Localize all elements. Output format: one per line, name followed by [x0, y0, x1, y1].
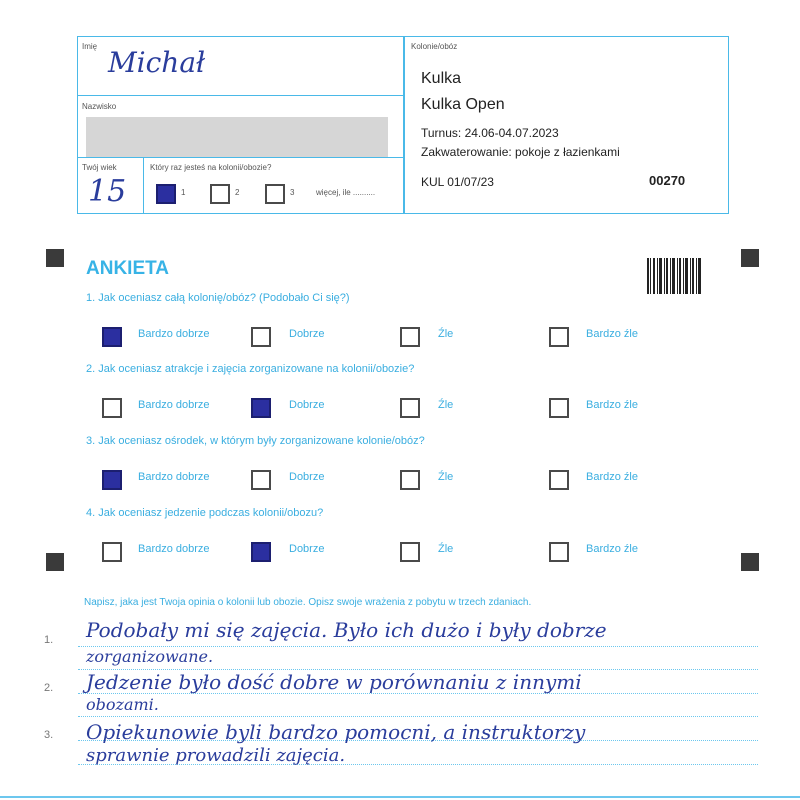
answer-label: Dobrze [289, 471, 325, 483]
age-label: Twój wiek [82, 163, 117, 172]
times-option-2: 2 [235, 188, 240, 197]
registration-marker [741, 553, 759, 571]
times-label: Który raz jesteś na kolonii/obozie? [150, 163, 272, 172]
answer-checkbox-q4-4[interactable] [549, 542, 569, 562]
times-checkbox-2[interactable] [210, 184, 230, 204]
answer-label: Bardzo dobrze [138, 471, 210, 483]
question-text: 4. Jak oceniasz jedzenie podczas kolonii/obozu? [86, 507, 324, 519]
divider [77, 157, 405, 158]
answer-checkbox-q2-4[interactable] [549, 398, 569, 418]
bottom-edge-line [0, 796, 800, 798]
answer-checkbox-q4-2[interactable] [251, 542, 271, 562]
name-value: Michał [108, 46, 206, 79]
divider [143, 157, 144, 213]
answer-label: Bardzo źle [586, 328, 638, 340]
times-option-1: 1 [181, 188, 186, 197]
times-more-label: więcej, ile .......... [316, 188, 376, 197]
camp-label: Kolonie/obóz [411, 42, 458, 51]
handwritten-line: zorganizowane. [86, 647, 214, 666]
question-text: 1. Jak oceniasz całą kolonię/obóz? (Podobało Ci się?) [86, 292, 350, 304]
line-number-3: 3. [44, 729, 54, 741]
divider [77, 95, 405, 96]
surname-label: Nazwisko [82, 102, 117, 111]
name-label: Imię [82, 42, 98, 51]
answer-checkbox-q1-2[interactable] [251, 327, 271, 347]
handwritten-line: Podobały mi się zajęcia. Było ich dużo i były dobrze [86, 618, 607, 642]
answer-label: Bardzo dobrze [138, 328, 210, 340]
answer-checkbox-q4-1[interactable] [102, 542, 122, 562]
registration-marker [46, 249, 64, 267]
times-checkbox-1[interactable] [156, 184, 176, 204]
accommodation: Zakwaterowanie: pokoje z łazienkami [421, 145, 620, 159]
writing-line [78, 716, 758, 717]
registration-marker [741, 249, 759, 267]
answer-label: Źle [438, 328, 454, 340]
answer-checkbox-q3-3[interactable] [400, 470, 420, 490]
answer-checkbox-q2-2[interactable] [251, 398, 271, 418]
answer-checkbox-q4-3[interactable] [400, 542, 420, 562]
answer-label: Dobrze [289, 543, 325, 555]
registration-marker [46, 553, 64, 571]
turnus: Turnus: 24.06-04.07.2023 [421, 126, 559, 140]
handwritten-line: obozami. [86, 695, 159, 714]
answer-label: Bardzo dobrze [138, 543, 210, 555]
age-value: 15 [88, 174, 127, 209]
surname-redaction [86, 117, 388, 157]
answer-checkbox-q3-2[interactable] [251, 470, 271, 490]
line-number-2: 2. [44, 682, 54, 694]
answer-label: Źle [438, 399, 454, 411]
answer-label: Źle [438, 543, 454, 555]
question-text: 3. Jak oceniasz ośrodek, w którym były zorganizowane kolonie/obóz? [86, 435, 425, 447]
answer-checkbox-q1-1[interactable] [102, 327, 122, 347]
opinion-prompt: Napisz, jaka jest Twoja opinia o kolonii lub obozie. Opisz swoje wrażenia z pobytu w trzech zdaniach. [84, 597, 532, 608]
answer-checkbox-q3-1[interactable] [102, 470, 122, 490]
camp-subname: Kulka Open [421, 96, 505, 113]
answer-label: Bardzo źle [586, 543, 638, 555]
answer-label: Dobrze [289, 328, 325, 340]
handwritten-line: Jedzenie było dość dobre w porównaniu z innymi [86, 670, 582, 694]
line-number-1: 1. [44, 634, 54, 646]
answer-checkbox-q2-3[interactable] [400, 398, 420, 418]
camp-code: KUL 01/07/23 [421, 175, 494, 189]
handwritten-line: Opiekunowie byli bardzo pomocni, a instruktorzy [86, 720, 586, 744]
answer-checkbox-q1-4[interactable] [549, 327, 569, 347]
times-option-3: 3 [290, 188, 295, 197]
question-text: 2. Jak oceniasz atrakcje i zajęcia zorganizowane na kolonii/obozie? [86, 363, 415, 375]
barcode [647, 258, 701, 294]
answer-label: Bardzo dobrze [138, 399, 210, 411]
answer-checkbox-q1-3[interactable] [400, 327, 420, 347]
answer-checkbox-q3-4[interactable] [549, 470, 569, 490]
answer-label: Bardzo źle [586, 471, 638, 483]
survey-title: ANKIETA [86, 258, 170, 279]
handwritten-line: sprawnie prowadzili zajęcia. [86, 745, 346, 766]
answer-label: Bardzo źle [586, 399, 638, 411]
camp-name: Kulka [421, 70, 462, 87]
answer-checkbox-q2-1[interactable] [102, 398, 122, 418]
form-number: 00270 [649, 173, 686, 188]
answer-label: Źle [438, 471, 454, 483]
answer-label: Dobrze [289, 399, 325, 411]
times-checkbox-3[interactable] [265, 184, 285, 204]
